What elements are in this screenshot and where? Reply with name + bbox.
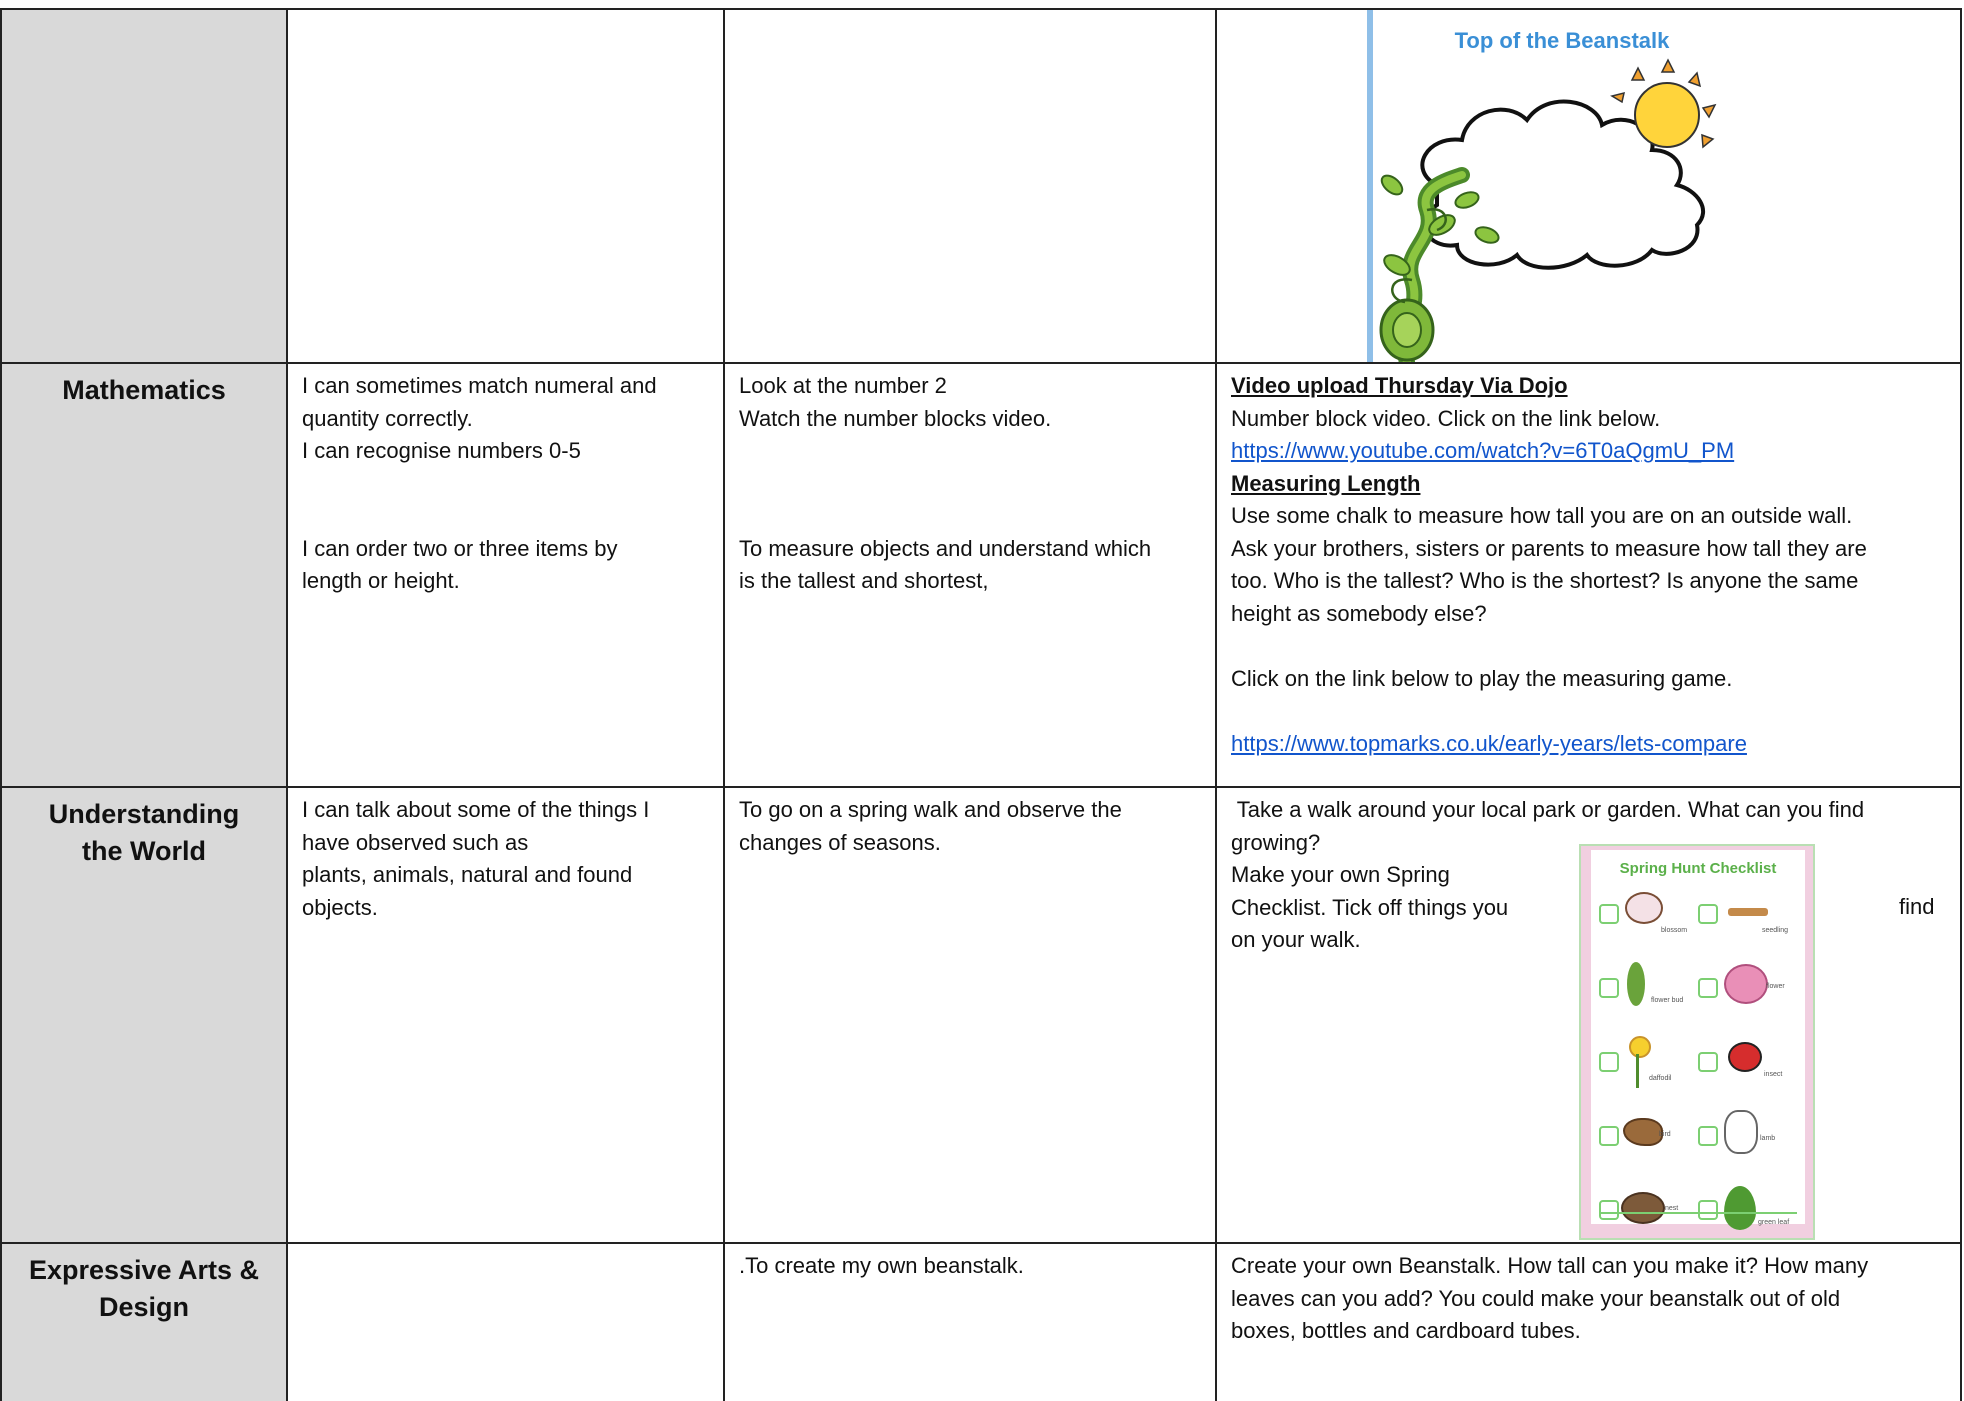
checklist-footer-line — [1599, 1212, 1797, 1214]
daffodil-stem-icon — [1636, 1054, 1639, 1088]
world-heading-line: the World — [82, 836, 206, 866]
expressive-arts-heading — [0, 1242, 286, 1401]
arts-heading-line: Design — [98, 1292, 190, 1322]
maths-objective-line: I can recognise numbers 0-5 — [302, 438, 581, 463]
checklist-item-label: insect — [1764, 1071, 1783, 1078]
maths-objective-line: quantity correctly. — [302, 405, 473, 431]
mathematics-col2 — [286, 362, 723, 786]
world-instruction-line: Make your own Spring — [1231, 862, 1450, 887]
mathematics-heading — [0, 362, 286, 786]
checklist-item — [1698, 886, 1797, 950]
checkbox-icon — [1698, 978, 1718, 998]
maths-activity-line: Watch the number blocks video. — [739, 405, 1052, 431]
world-objective-line: have observed such as — [302, 829, 529, 855]
ladybird-icon — [1728, 1042, 1762, 1072]
lesson-plan-table — [0, 8, 1962, 1401]
maths-objective-line: length or height. — [302, 568, 460, 593]
checklist-item — [1698, 1108, 1797, 1172]
measuring-instruction-line: too. Who is the tallest? Who is the shortest? Is anyone the same — [1231, 568, 1859, 593]
arts-col2 — [286, 1242, 723, 1401]
topmarks-link[interactable]: https://www.topmarks.co.uk/early-years/lets-compare — [1231, 730, 1747, 756]
understanding-world-heading — [0, 786, 286, 1242]
checkbox-icon — [1698, 1052, 1718, 1072]
arts-instruction-line: boxes, bottles and cardboard tubes. — [1231, 1318, 1581, 1343]
checkbox-icon — [1698, 904, 1718, 924]
checkbox-icon — [1599, 1200, 1619, 1220]
maths-objective-line: I can sometimes match numeral and — [302, 373, 657, 398]
checklist-item — [1599, 1034, 1698, 1098]
checkbox-icon — [1599, 1126, 1619, 1146]
row-top-col3 — [723, 8, 1215, 362]
arts-activity-line: .To create my own beanstalk. — [739, 1253, 1024, 1278]
world-instruction-line: growing? — [1231, 829, 1321, 855]
world-instruction-line: Checklist. Tick off things you — [1231, 894, 1509, 920]
maths-activity-line: is the tallest and shortest, — [739, 568, 989, 593]
blossom-icon — [1625, 892, 1663, 924]
world-col3 — [723, 786, 1215, 1242]
checkbox-icon — [1599, 978, 1619, 998]
checklist-item-label: nest — [1665, 1205, 1679, 1212]
checklist-item-label: flower bud — [1651, 997, 1684, 1004]
flower-icon — [1724, 964, 1768, 1004]
checklist-item-label: daffodil — [1649, 1075, 1672, 1082]
world-instruction-line: Take a walk around your local park or garden. What can you find — [1231, 797, 1865, 822]
checklist-item-label: seedling — [1762, 927, 1789, 934]
arts-col3 — [723, 1242, 1215, 1401]
row-top-col4 — [1215, 8, 1962, 362]
world-activity-line: changes of seasons. — [739, 829, 941, 855]
arts-instruction-line: Create your own Beanstalk. How tall can you make it? How many — [1231, 1253, 1869, 1278]
daffodil-icon — [1629, 1036, 1651, 1058]
lamb-icon — [1724, 1110, 1758, 1154]
mathematics-heading-text: Mathematics — [62, 375, 226, 405]
checkbox-icon — [1698, 1200, 1718, 1220]
video-instruction: Number block video. Click on the link below. — [1231, 405, 1661, 431]
nest-icon — [1621, 1192, 1665, 1224]
world-objective-line: objects. — [302, 894, 378, 920]
bird-icon — [1623, 1118, 1663, 1146]
checklist-item — [1599, 1108, 1698, 1172]
video-upload-heading: Video upload Thursday Via Dojo — [1231, 373, 1568, 398]
world-objective-line: plants, animals, natural and found — [302, 862, 633, 887]
world-activity-line: To go on a spring walk and observe the — [739, 797, 1122, 822]
beanstalk-image-title: Top of the Beanstalk — [1454, 28, 1670, 53]
measuring-length-heading: Measuring Length — [1231, 470, 1421, 496]
mathematics-col3 — [723, 362, 1215, 786]
world-objective-line: I can talk about some of the things I — [302, 797, 650, 822]
checklist-item-label: flower — [1766, 983, 1785, 990]
flower-bud-icon — [1627, 962, 1645, 1006]
checklist-item-label: green leaf — [1758, 1219, 1790, 1226]
arts-instruction-line: leaves can you add? You could make your beanstalk out of old — [1231, 1285, 1841, 1311]
world-instruction-line: on your walk. — [1231, 927, 1361, 952]
row-top-col2 — [286, 8, 723, 362]
find-word: find — [1899, 894, 1935, 919]
checklist-item-label: blossom — [1661, 927, 1688, 934]
youtube-link[interactable]: https://www.youtube.com/watch?v=6T0aQgmU_PM — [1231, 438, 1735, 463]
maths-activity-line: To measure objects and understand which — [739, 535, 1152, 561]
green-leaf-icon — [1724, 1186, 1756, 1230]
world-col2 — [286, 786, 723, 1242]
mathematics-col4 — [1215, 362, 1962, 786]
checklist-title: Spring Hunt Checklist — [1619, 860, 1777, 877]
spring-hunt-checklist-image — [1579, 844, 1815, 1240]
world-heading-line: Understanding — [48, 799, 240, 829]
checklist-item-label: bird — [1659, 1131, 1671, 1138]
arts-col4 — [1215, 1242, 1962, 1401]
measuring-instruction-line: Ask your brothers, sisters or parents to measure how tall they are — [1231, 535, 1867, 561]
measuring-game-instruction: Click on the link below to play the measuring game. — [1231, 665, 1733, 691]
checklist-item — [1599, 886, 1698, 950]
checklist-item — [1599, 960, 1698, 1024]
measuring-instruction-line: Use some chalk to measure how tall you are on an outside wall. — [1231, 503, 1853, 528]
checklist-item — [1698, 960, 1797, 1024]
world-col4 — [1215, 786, 1962, 1242]
checklist-item — [1698, 1034, 1797, 1098]
checklist-item-label: lamb — [1760, 1135, 1776, 1142]
seedling-icon — [1728, 908, 1768, 916]
checkbox-icon — [1698, 1126, 1718, 1146]
checkbox-icon — [1599, 1052, 1619, 1072]
maths-activity-line: Look at the number 2 — [739, 373, 947, 398]
checkbox-icon — [1599, 904, 1619, 924]
beanstalk-image — [1367, 10, 1757, 362]
maths-objective-line: I can order two or three items by — [302, 535, 618, 561]
arts-heading-line: Expressive Arts & — [28, 1255, 260, 1285]
row-top-heading — [0, 8, 286, 362]
measuring-instruction-line: height as somebody else? — [1231, 600, 1487, 626]
checklist-grid — [1591, 880, 1805, 1242]
